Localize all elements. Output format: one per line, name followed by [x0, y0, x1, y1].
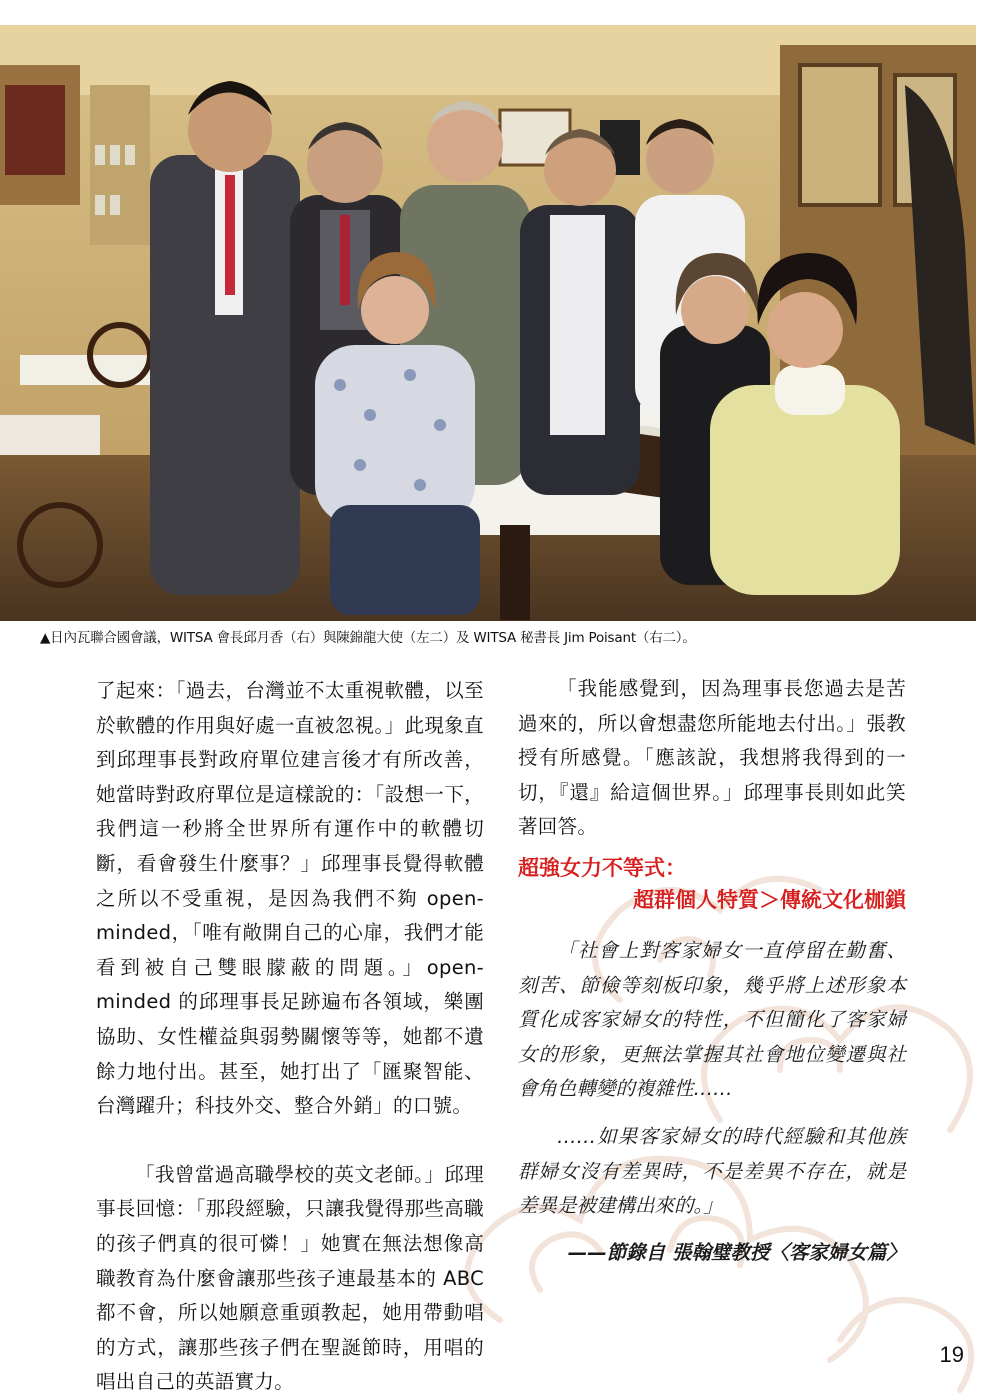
page-number: 19 — [939, 1342, 964, 1367]
heading-line-2: 超群個人特質＞傳統文化枷鎖 — [633, 888, 906, 912]
group-photo — [0, 25, 976, 621]
right-column — [518, 672, 906, 845]
section-heading — [518, 852, 906, 916]
quote-paragraph-2: ……如果客家婦女的時代經驗和其他族群婦女沒有差異時，不是差異不存在，就是差異是被建構出來的。」 — [518, 1125, 906, 1218]
heading-line-1: 超強女力不等式： — [518, 856, 686, 880]
left-paragraph-2: 「我曾當過高職學校的英文老師。」邱理事長回憶：「那段經驗，只讓我覺得那些高職的孩子們真的很可憐！」她實在無法想像高職教育為什麼會讓那些孩子連最基本的 ABC 都不會，所以她願意重頭教起，她用帶動唱的方式，讓那些孩子們在聖誕節時，用唱的唱出自己的英語實力。 — [96, 1162, 484, 1394]
quote-paragraph-1: 「社會上對客家婦女一直停留在勤奮、刻苦、節儉等刻板印象，幾乎將上述形象本質化成客家婦女的特性，不但簡化了客家婦女的形象，更無法掌握其社會地位變遷與社會角色轉變的複雜性…… — [518, 939, 906, 1101]
quote-attribution: ——節錄自 張翰璧教授〈客家婦女篇〉 — [567, 1241, 906, 1264]
quote-block-2 — [518, 1120, 906, 1224]
quote-block-1 — [518, 934, 906, 1107]
paragraph-gap — [96, 1124, 484, 1158]
photo-caption: ▲日內瓦聯合國會議，WITSA 會長邱月香（右）與陳錦龍大使（左二）及 WITSA 秘書長 Jim Poisant（右二）。 — [40, 630, 696, 646]
left-column — [96, 674, 484, 1400]
right-paragraph-1: 「我能感覺到，因為理事長您過去是苦過來的，所以會想盡您所能地去付出。」張教授有所感覺。「應該說，我想將我得到的一切，『還』給這個世界。」邱理事長則如此笑著回答。 — [518, 677, 906, 839]
left-paragraph-1: 了起來：「過去，台灣並不太重視軟體，以至於軟體的作用與好處一直被忽視。」此現象直到邱理事長對政府單位建言後才有所改善，她當時對政府單位是這樣說的：「設想一下，我們這一秒將全世界所有運作中的軟體切斷，看會發生什麼事？」邱理事長覺得軟體之所以不受重視，是因為我們不夠 open-minded，「唯有敞開自己的心扉，我們才能看到被自己雙眼朦蔽的問題。」open-minded 的邱理事長足跡遍布各領域，樂團協助、女性權益與弱勢關懷等等，她都不遺餘力地付出。甚至，她打出了「匯聚智能、台灣躍升；科技外交、整合外銷」的口號。 — [96, 679, 484, 1118]
